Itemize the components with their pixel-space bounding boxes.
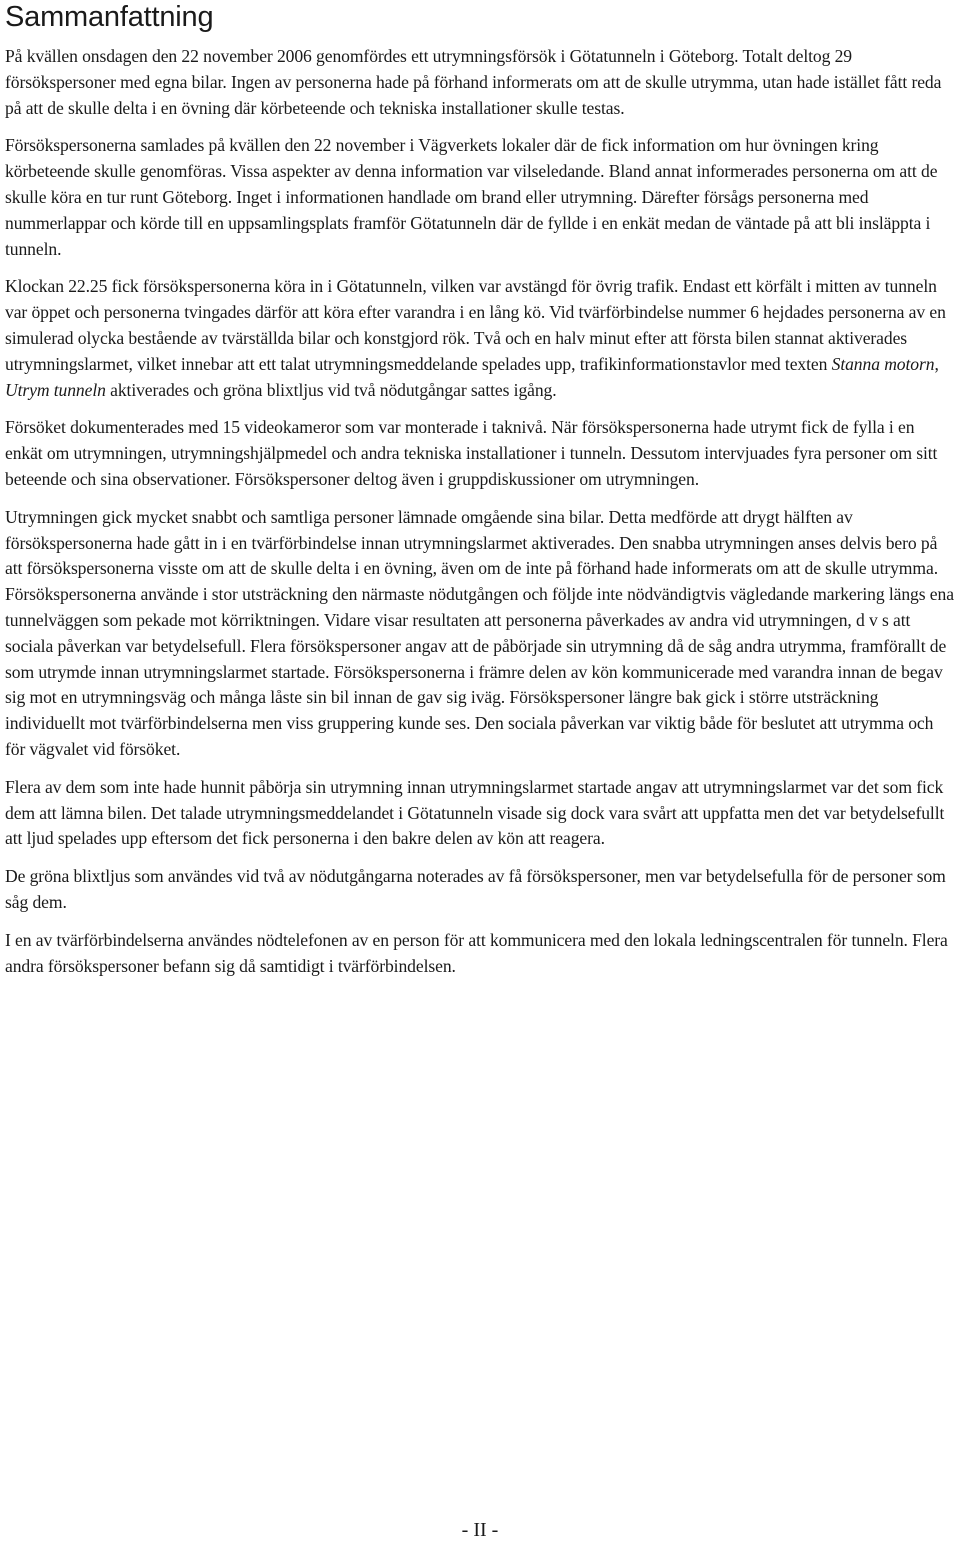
paragraph-7: De gröna blixtljus som användes vid två av nödutgångarna noterades av få försökspersoner, men var betydelsefulla för de personer som såg dem.: [5, 866, 946, 912]
paragraph-6: Flera av dem som inte hade hunnit påbörja sin utrymning innan utrymningslarmet startade angav att utrymningslarmet var det som fick dem att lämna bilen. Det talade utrymningsmeddelandet i Götatunneln visade sig dock vara svårt att uppfatta men det var betydelsefullt att ljud spelades upp eftersom det fick personerna i den bakre delen av kön att reagera.: [5, 776, 945, 849]
paragraph-8: I en av tvärförbindelserna användes nödtelefonen av en person för att kommunicera med den lokala ledningscentralen för tunneln. Flera andra försökspersoner befann sig då samtidigt i tvärförbindelsen.: [5, 929, 948, 976]
paragraph-1: På kvällen onsdagen den 22 november 2006 genomfördes ett utrymningsförsök i Götatunneln i Göteborg. Totalt deltog 29 försökspersoner med egna bilar. Ingen av personerna hade på förhand informerats om att de skulle utrymma, utan hade istället fått reda på att de skulle delta i en övning där körbeteende och tekniska installationer skulle testas.: [5, 46, 942, 118]
page-title: Sammanfattning: [5, 1, 214, 33]
paragraph-2: Försökspersonerna samlades på kvällen den 22 november i Vägverkets lokaler där de fick information om hur övningen kring körbeteende skulle genomföras. Vissa aspekter av denna information var vilseledande. Bland annat informerades personerna om att de skulle köra en tur runt Göteborg. Inget i informationen handlade om brand eller utrymning. Därefter försågs personerna med nummerlappar och körde till en uppsamlingsplats framför Götatunneln där de fyllde i en enkät medan de väntade på att bli insläppta i tunneln.: [5, 135, 938, 259]
paragraph-3-text-a: Klockan 22.25 fick försökspersonerna köra in i Götatunneln, vilken var avstängd för övrig trafik. Endast ett körfält i mitten av tunneln var öppet och personerna tvingades därför att köra efter varandra i en lång kö. Vid tvärförbindelse nummer 6 hejdades personerna av en simulerad olycka bestående av tvärställda bilar och konstgjord rök. Två och en halv minut efter att första bilen stannat aktiverades utrymningslarmet, vilket innebar att ett talat utrymningsmeddelande spelades upp, trafikinformationstavlor med texten: [5, 276, 946, 374]
document-page: [5, 0, 955, 979]
paragraph-4: Försöket dokumenterades med 15 videokameror som var monterade i taknivå. När försökspersonerna hade utrymt fick de fylla i en enkät om utrymningen, utrymningshjälpmedel och andra tekniska installationer i tunneln. Dessutom intervjuades fyra personer om sitt beteende och sina observationer. Försökspersoner deltog även i gruppdiskussioner om utrymningen.: [5, 417, 938, 489]
paragraph-3-separator: ,: [934, 353, 939, 374]
paragraph-3-emphasis-1: Stanna motorn: [831, 353, 935, 374]
paragraph-5: Utrymningen gick mycket snabbt och samtliga personer lämnade omgående sina bilar. Detta medförde att drygt hälften av försökspersonerna hade gått in i en tvärförbindelse innan utrymningslarmet aktiverades. Den snabba utrymningen anses delvis bero på att försökspersonerna visste om att de skulle delta i en övning, även om de inte på förhand hade informerats om att de skulle utrymma. Försökspersonerna använde i stor utsträckning den närmaste nödutgången och följde inte nödvändigtvis vägledande markering längs ena tunnelväggen som pekade mot körriktningen. Vidare visar resultaten att personerna påverkades av andra vid utrymningen, d v s att sociala påverkan var betydelsefull. Flera försökspersoner angav att de påbörjade sin utrymning då de såg andra utrymma, framförallt de som utrymde innan utrymningslarmet startade. Försökspersonerna i främre delen av kön kommunicerade med varandra innan de begav sig mot en utrymningsväg och många låste sin bil innan de gav sig iväg. Försökspersoner längre bak gick i större utsträckning individuellt mot tvärförbindelserna men viss gruppering kunde ses. Den sociala påverkan var viktig både för beslutet att utrymma och för vägvalet vid försöket.: [5, 506, 954, 759]
page-number: - II -: [461, 1519, 499, 1541]
paragraph-3-emphasis-2: Utrym tunneln: [5, 379, 106, 400]
paragraph-3: [5, 274, 955, 403]
paragraph-3-text-b: aktiverades och gröna blixtljus vid två nödutgångar sattes igång.: [105, 379, 557, 400]
